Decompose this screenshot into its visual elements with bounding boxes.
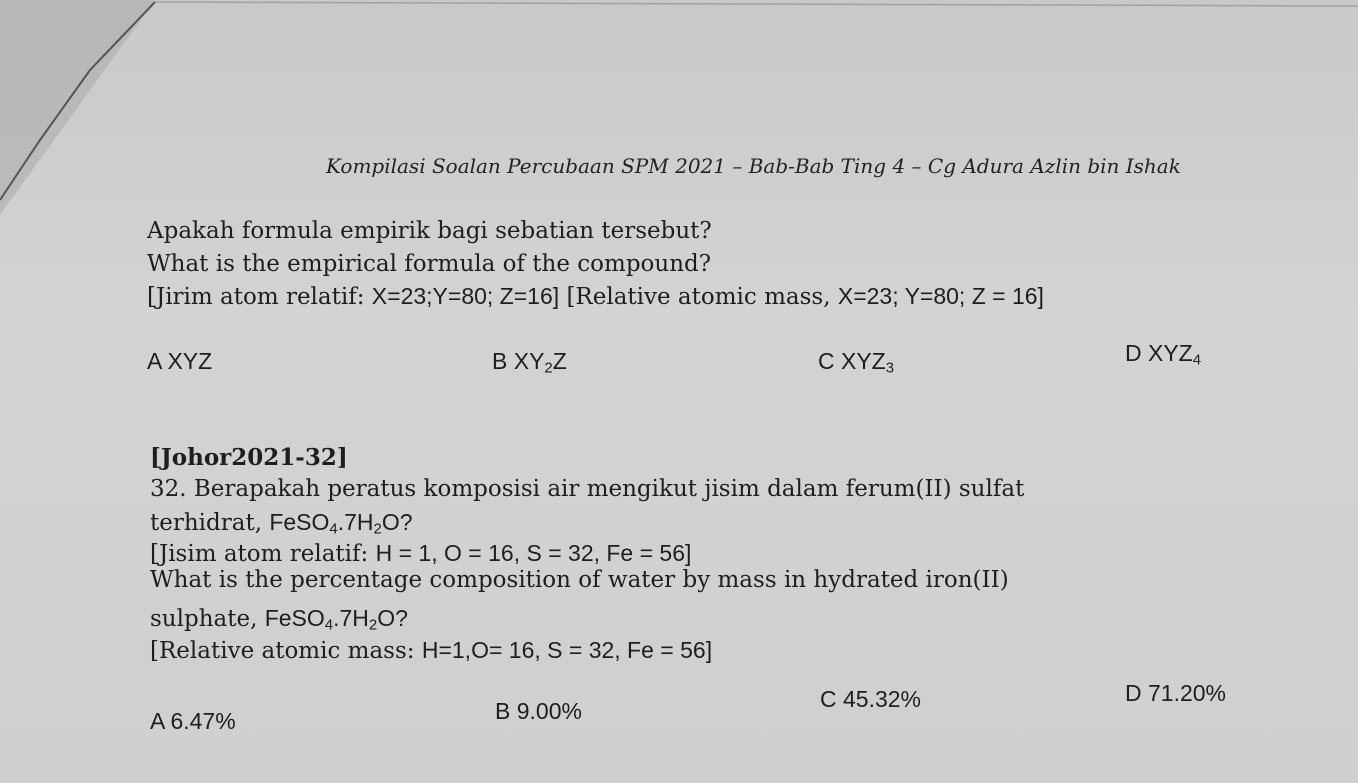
q31-malay-question: Apakah formula empirik bagi sebatian tersebut? — [147, 218, 712, 244]
q32-malay-question-line2: terhidrat, $FeSO_4.7H_2O$? — [150, 509, 413, 538]
q32-source-tag: [Johor2021-32] — [150, 444, 348, 471]
q32-malay-question-line1: 32. Berapakah peratus komposisi air mengikut jisim dalam ferum(II) sulfat — [150, 476, 1025, 502]
q32-option-d: D 71.20% — [1125, 680, 1227, 706]
q31-option-b: B $XY_2Z$ — [492, 348, 567, 377]
compound-formula-english: $FeSO_4.7H_2O$? — [264, 605, 408, 634]
q32-english-atomic-mass: [Relative atomic mass: H=1,O= 16, S = 32, Fe = 56] — [150, 637, 713, 664]
page-header: Kompilasi Soalan Percubaan SPM 2021 – Bab-Bab Ting 4 – Cg Adura Azlin bin Ishak — [326, 154, 1181, 178]
q32-option-c: C 45.32% — [820, 686, 922, 712]
q31-option-c: C $XYZ_3$ — [818, 348, 895, 377]
compound-formula: $FeSO_4.7H_2O$? — [269, 509, 413, 538]
q32-english-question-line1: What is the percentage composition of water by mass in hydrated iron(II) — [150, 567, 1009, 593]
q31-option-a: A XYZ — [147, 348, 213, 374]
q32-english-question-line2: sulphate, $FeSO_4.7H_2O$? — [150, 605, 408, 634]
q32-option-a: A 6.47% — [150, 708, 236, 734]
q31-option-d: D $XYZ_4$ — [1125, 340, 1202, 369]
q31-english-question: What is the empirical formula of the compound? — [147, 251, 712, 277]
q32-malay-atomic-mass: [Jisim atom relatif: H = 1, O = 16, S = 32, Fe = 56] — [150, 540, 692, 567]
q31-atomic-mass-line: [Jirim atom relatif: X=23;Y=80; Z=16] [Relative atomic mass, X=23; Y=80; Z = 16] — [147, 283, 1044, 310]
q32-option-b: B 9.00% — [495, 698, 582, 724]
